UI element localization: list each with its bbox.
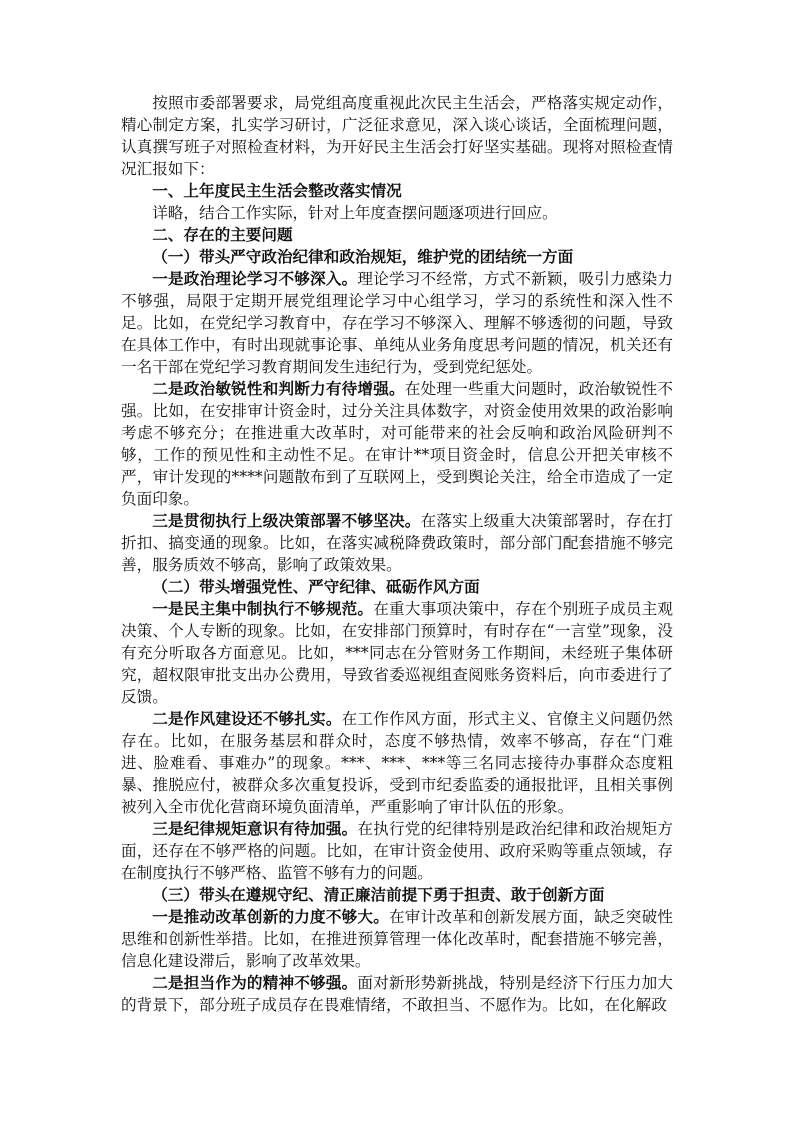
item-lead: 二是政治敏锐性和判断力有待增强。 — [152, 379, 405, 398]
item-lead: 二是担当作为的精神不够强。 — [152, 973, 358, 992]
section-1-paragraph: 详略，结合工作实际，针对上年度查摆问题逐项进行回应。 — [152, 204, 558, 222]
list-item — [121, 510, 673, 576]
document-page — [121, 92, 673, 1016]
list-item — [121, 818, 673, 884]
intro-paragraph: 按照市委部署要求，局党组高度重视此次民主生活会，严格落实规定动作，精心制定方案，扎实学习研讨，广泛征求意见，深入谈心谈话，全面梳理问题，认真撰写班子对照检查材料，为开好民主生活会打好坚实基础。现将对照检查情况汇报如下： — [121, 94, 673, 178]
item-lead: 一是推动改革创新的力度不够大。 — [152, 907, 389, 926]
item-text: 面对新形势新挑战，特别是经济下行压力加大的背景下，部分班子成员存在畏难情绪，不敢担当、不愿作为。比如，在化解政 — [121, 974, 673, 1014]
item-text: 在工作作风方面，形式主义、官僚主义问题仍然存在。比如，在服务基层和群众时，态度不够热情，效率不够高，存在“门难进、脸难看、事难办”的现象。***、***、***等三名同志接待办事群众态度粗暴、推脱应付，被群众多次重复投诉，受到市纪委监委的通报批评，且相关事例被列入全市优化营商环境负面清单，严重影响了审计队伍的形象。 — [121, 710, 673, 816]
list-item — [121, 708, 673, 818]
item-lead: 一是政治理论学习不够深入。 — [152, 269, 358, 288]
item-text: 在执行党的纪律特别是政治纪律和政治规矩方面，还存在不够严格的问题。比如，在审计资金使用、政府采购等重点领域，存在制度执行不够严格、监管不够有力的问题。 — [121, 820, 673, 882]
list-item — [121, 268, 673, 378]
list-item — [121, 906, 673, 972]
item-lead: 一是民主集中制执行不够规范。 — [152, 599, 374, 618]
list-item — [121, 378, 673, 510]
item-text: 在落实上级重大决策部署时，存在打折扣、搞变通的现象。比如，在落实减税降费政策时，部分部门配套措施不够完善，服务质效不够高，影响了政策效果。 — [121, 512, 673, 574]
list-item — [121, 598, 673, 708]
section-heading-1: 一、上年度民主生活会整改落实情况 — [152, 181, 402, 200]
list-item — [121, 972, 673, 1016]
subsection-heading-1: （一）带头严守政治纪律和政治规矩，维护党的团结统一方面 — [152, 247, 574, 266]
section-heading-2: 二、存在的主要问题 — [152, 225, 293, 244]
item-lead: 二是作风建设还不够扎实。 — [152, 709, 342, 728]
item-lead: 三是贯彻执行上级决策部署不够坚决。 — [152, 511, 421, 530]
item-text: 理论学习不经常，方式不新颖，吸引力感染力不够强，局限于定期开展党组理论学习中心组学习，学习的系统性和深入性不足。比如，在党纪学习教育中，存在学习不够深入、理解不够透彻的问题，导致在具体工作中，有时出现就事论事、单纯从业务角度思考问题的情况，机关还有一名干部在党纪学习教育期间发生违纪行为，受到党纪惩处。 — [121, 270, 673, 376]
subsection-heading-3: （三）带头在遵规守纪、清正廉洁前提下勇于担责、敢于创新方面 — [152, 885, 605, 904]
item-text: 在重大事项决策中，存在个别班子成员主观决策、个人专断的现象。比如，在安排部门预算时，有时存在“一言堂”现象，没有充分听取各方面意见。比如，***同志在分管财务工作期间，未经班子集体研究，超权限审批支出办公费用，导致省委巡视组查阅账务资料后，向市委进行了反馈。 — [121, 600, 673, 706]
item-lead: 三是纪律规矩意识有待加强。 — [152, 819, 358, 838]
item-text: 在处理一些重大问题时，政治敏锐性不强。比如，在安排审计资金时，过分关注具体数字，对资金使用效果的政治影响考虑不够充分；在推进重大改革时，对可能带来的社会反响和政治风险研判不够，工作的预见性和主动性不足。在审计**项目资金时，信息公开把关审核不严，审计发现的****问题散布到了互联网上，受到舆论关注，给全市造成了一定负面印象。 — [121, 380, 673, 508]
item-text: 在审计改革和创新发展方面，缺乏突破性思维和创新性举措。比如，在推进预算管理一体化改革时，配套措施不够完善，信息化建设滞后，影响了改革效果。 — [121, 908, 673, 970]
subsection-heading-2: （二）带头增强党性、严守纪律、砥砺作风方面 — [152, 577, 480, 596]
